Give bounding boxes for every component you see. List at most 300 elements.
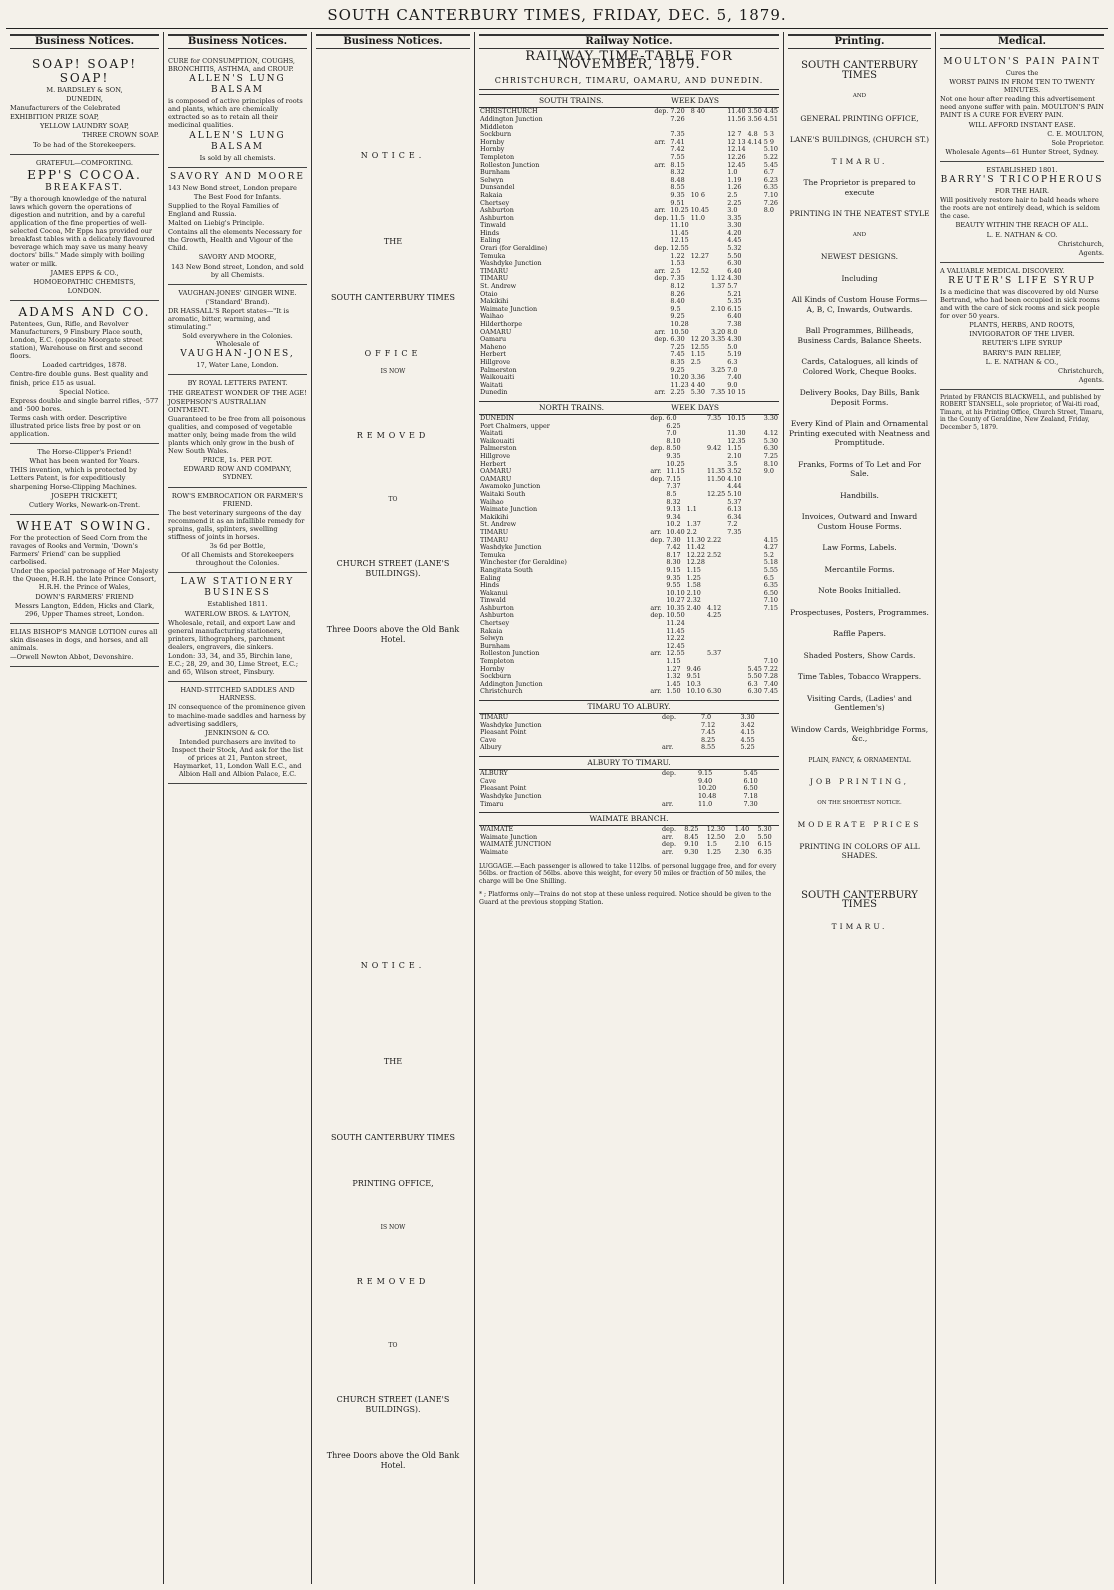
time-cell: [686, 620, 706, 628]
time-cell: 12 13: [727, 137, 746, 146]
time-cell: [747, 146, 763, 154]
time-cell: 3.20: [711, 327, 726, 336]
time-cell: 5 9: [763, 137, 774, 146]
ad-price: PRICE, 1s. PER POT.: [202, 456, 273, 465]
ad-price: 3s 6d per Bottle,: [209, 542, 266, 551]
time-cell: dep.: [650, 444, 665, 453]
station-name: Burnham: [480, 168, 510, 177]
timetable-row: [479, 612, 779, 620]
time-cell: [706, 430, 726, 438]
time-cell: [726, 597, 746, 605]
time-cell: 7.45: [700, 728, 716, 737]
ad-address: 143 New Bond street, London, and sold by all Chemists.: [171, 262, 304, 279]
time-cell: 10.3: [686, 679, 701, 688]
time-cell: 3.35: [727, 213, 742, 222]
time-cell: 3.35: [711, 335, 726, 344]
time-cell: 6.35: [763, 581, 778, 590]
ad-body: Will positively restore hair to bald heads where the roots are not entirely dead, which is seldom the case.: [940, 196, 1100, 221]
time-cell: [726, 567, 746, 575]
printing-short: ON THE SHORTEST NOTICE.: [817, 799, 902, 806]
time-cell: [726, 673, 746, 681]
business-notices-column-2: [164, 34, 311, 1584]
time-cell: [763, 351, 779, 359]
column-heading: Business Notices.: [168, 34, 307, 49]
time-cell: 12.55: [670, 244, 689, 253]
time-cell: 7.0: [700, 713, 712, 722]
timetable-row: [479, 849, 779, 857]
time-cell: [747, 499, 763, 507]
time-cell: [726, 620, 746, 628]
ad-body: DR HASSALL'S Report states—"It is aromatic, bitter, warming, and stimulating.": [168, 306, 290, 332]
timetable-row: [479, 841, 779, 849]
time-cell: 5.45: [747, 664, 762, 673]
time-cell: 10.25: [670, 206, 689, 215]
time-cell: 4.30: [727, 335, 742, 344]
time-cell: [649, 590, 665, 598]
time-cell: 4 40: [690, 380, 705, 389]
notice-office: OFFICE: [364, 349, 422, 358]
time-cell: [747, 559, 763, 567]
timetable-row: [479, 567, 779, 575]
time-cell: 1.15: [666, 657, 681, 666]
time-cell: [710, 374, 726, 382]
time-cell: arr.: [662, 848, 674, 856]
time-cell: 7.45: [670, 350, 685, 359]
time-cell: 5.30: [757, 825, 772, 834]
station-name: Rolleston Junction: [480, 160, 540, 169]
station-name: Ealing: [480, 573, 501, 582]
newspaper-name: SOUTH CANTERBURY TIMES: [331, 293, 455, 302]
station-name: Burnham: [480, 641, 510, 650]
time-cell: [690, 131, 710, 139]
time-cell: [653, 116, 669, 124]
station-name: Maheno: [480, 342, 507, 351]
time-cell: dep.: [654, 213, 669, 222]
time-cell: [690, 116, 710, 124]
time-cell: [653, 230, 669, 238]
station-name: St. Andrew: [480, 282, 517, 291]
time-cell: [747, 230, 763, 238]
ad-title: ADAMS AND CO.: [18, 304, 151, 319]
time-cell: 3.52: [727, 467, 742, 476]
time-cell: [763, 321, 779, 329]
time-cell: [706, 628, 726, 636]
time-cell: [710, 253, 726, 261]
time-cell: [706, 559, 726, 567]
time-cell: arr.: [654, 160, 666, 169]
time-cell: 6.40: [727, 266, 742, 275]
time-cell: [710, 139, 726, 147]
time-cell: [747, 154, 763, 162]
time-cell: 12.22: [666, 634, 685, 643]
time-cell: [747, 192, 763, 200]
time-cell: 1.37: [711, 282, 726, 291]
time-cell: [763, 237, 779, 245]
time-cell: [763, 222, 779, 230]
time-cell: [747, 521, 763, 529]
time-cell: 2.30: [734, 848, 750, 856]
time-cell: [747, 635, 763, 643]
time-cell: 11.30: [686, 535, 705, 544]
station-name: Awamoko Junction: [480, 482, 541, 491]
time-cell: 12.28: [686, 558, 705, 567]
time-cell: 9.35: [666, 452, 681, 460]
time-cell: [686, 438, 706, 446]
time-cell: dep.: [650, 611, 665, 620]
time-cell: [661, 778, 697, 786]
station-name: TIMARU: [480, 535, 509, 544]
station-name: Temuka: [480, 251, 506, 260]
time-cell: [686, 453, 706, 461]
time-cell: [686, 491, 706, 499]
ad-line: REUTER'S LIFE SYRUP: [981, 339, 1063, 348]
time-cell: [710, 222, 726, 230]
time-cell: 2.5: [670, 266, 681, 275]
time-cell: dep.: [654, 335, 669, 344]
station-name: ALBURY: [480, 769, 508, 778]
time-cell: [747, 628, 763, 636]
time-cell: 5.30: [763, 436, 778, 445]
notice-the: THE: [383, 237, 403, 246]
tricopherous-ad: [940, 162, 1104, 263]
savory-moore-ad: [168, 168, 307, 285]
time-cell: 7.45: [763, 687, 778, 696]
albury-table: [479, 714, 779, 752]
time-cell: 4.15: [763, 535, 778, 544]
time-cell: [726, 552, 746, 560]
time-cell: 4.45: [727, 236, 742, 245]
station-name: Waimate Junction: [480, 505, 538, 514]
station-name: Middleton: [480, 122, 514, 131]
time-cell: 4.51: [763, 114, 778, 123]
time-cell: 8.10: [666, 436, 681, 445]
time-cell: 10.10: [666, 588, 685, 597]
time-cell: [747, 612, 763, 620]
time-cell: 9.34: [666, 512, 681, 521]
time-cell: [710, 146, 726, 154]
time-cell: dep.: [662, 825, 676, 834]
time-cell: 1.12: [711, 274, 726, 283]
printing-item: Cards, Catalogues, all kinds of Colored Work, Cheque Books.: [801, 357, 918, 376]
time-cell: arr.: [654, 388, 666, 397]
time-cell: [747, 283, 763, 291]
south-trains-table: [479, 108, 779, 397]
time-cell: 12.50: [706, 832, 726, 841]
time-cell: arr.: [654, 266, 666, 275]
time-cell: [706, 658, 726, 666]
station-name: Port Chalmers, upper: [480, 421, 550, 430]
notice-is-now: IS NOW: [380, 368, 406, 375]
time-cell: [710, 344, 726, 352]
ad-signature: C. E. MOULTON,: [1047, 129, 1104, 138]
time-cell: [763, 306, 779, 314]
time-cell: 1.53: [670, 259, 685, 268]
time-cell: [726, 658, 746, 666]
time-cell: [706, 582, 726, 590]
time-cell: 12.15: [670, 236, 689, 245]
station-name: TIMARU: [480, 274, 509, 283]
ad-body: Guaranteed to be free from all poisonous qualities, and composed of vegetable matter only, being made from the wild plants which only grow in the bush of New South Wales.: [168, 414, 306, 456]
timetable-row: [479, 620, 779, 628]
time-cell: 12.22: [686, 550, 705, 559]
time-cell: [763, 628, 779, 636]
time-cell: [649, 544, 665, 552]
time-cell: 5.21: [727, 289, 742, 298]
time-cell: [710, 291, 726, 299]
time-cell: [653, 253, 669, 261]
time-cell: 3.50: [747, 107, 762, 116]
time-cell: [706, 499, 726, 507]
time-cell: 8.26: [670, 289, 685, 298]
time-cell: [747, 336, 763, 344]
time-cell: [747, 200, 763, 208]
time-cell: [690, 230, 710, 238]
ad-maker: M. BARDSLEY & SON,: [46, 86, 123, 94]
time-cell: [747, 184, 763, 192]
time-cell: 9.35: [670, 190, 685, 199]
time-cell: 1.25: [686, 573, 701, 582]
time-cell: 5.10: [727, 489, 742, 498]
time-cell: [747, 423, 763, 431]
time-cell: [710, 313, 726, 321]
station-name: Hillgrove: [480, 452, 511, 460]
time-cell: [763, 313, 779, 321]
notice-heading: NOTICE.: [360, 151, 426, 160]
timetable-row: [479, 635, 779, 643]
time-cell: [686, 468, 706, 476]
time-cell: [763, 367, 779, 375]
time-cell: [747, 329, 763, 337]
time-cell: 2.0: [734, 832, 746, 841]
time-cell: [747, 597, 763, 605]
time-cell: 1.22: [670, 251, 685, 260]
ad-body: THIS invention, which is protected by Letters Patent, is for expeditiously sharpening Horse-Clipping Machines.: [10, 466, 137, 491]
ad-title: ROW'S EMBROCATION OR FARMER'S FRIEND.: [171, 491, 304, 508]
mange-lotion-ad: [10, 624, 159, 667]
timetable-row: [479, 628, 779, 636]
time-cell: [653, 124, 669, 132]
time-cell: 2.10: [686, 588, 701, 597]
station-name: Winchester (for Geraldine): [480, 558, 567, 567]
ad-line: THREE CROWN SOAP.: [82, 131, 159, 140]
printing-and-2: AND: [852, 231, 867, 238]
time-cell: [690, 169, 710, 177]
time-cell: [747, 268, 763, 276]
ad-line: EXHIBITION PRIZE SOAP,: [10, 113, 99, 122]
station-name: Ashburton: [480, 603, 514, 612]
time-cell: [690, 139, 710, 147]
time-cell: [706, 666, 726, 674]
newspaper-name-2: SOUTH CANTERBURY TIMES: [331, 1133, 455, 1142]
station-name: Tinwald: [480, 596, 506, 605]
printing-item: Mercantile Forms.: [824, 564, 895, 574]
ad-body: Is a medicine that was discovered by old Nurse Bertrand, who had been occupied in sick rooms and with the care of sick rooms and sick people for over 50 years.: [940, 287, 1100, 321]
ad-title: BARRY'S TRICOPHEROUS: [940, 175, 1104, 186]
ad-line: The Best Food for Infants.: [193, 192, 282, 201]
time-cell: [706, 635, 726, 643]
time-cell: 5.32: [727, 244, 742, 253]
time-cell: 1.15: [690, 350, 705, 359]
time-cell: [706, 620, 726, 628]
station-name: Albury: [480, 743, 502, 752]
time-cell: 12.35: [727, 436, 746, 445]
notice-heading-2: NOTICE.: [360, 961, 426, 970]
time-cell: [690, 162, 710, 170]
time-cell: [726, 635, 746, 643]
printing-item: Invoices, Outward and Inward Custom House Forms.: [801, 512, 918, 531]
time-cell: 3.5: [727, 459, 738, 468]
station-name: Rakaia: [480, 626, 503, 635]
time-cell: [747, 253, 763, 261]
time-cell: 12.30: [706, 825, 726, 834]
time-cell: [747, 620, 763, 628]
time-cell: 3.42: [740, 720, 755, 729]
time-cell: 3.30: [740, 713, 755, 722]
ad-pretitle: GRATEFUL—COMFORTING.: [36, 158, 133, 167]
time-cell: 7.10: [763, 190, 778, 199]
time-cell: [690, 283, 710, 291]
station-name: Washdyke Junction: [480, 791, 542, 800]
ad-subtitle: FOR THE HAIR.: [994, 187, 1050, 196]
time-cell: 5.50: [757, 832, 772, 841]
timetable-row: [479, 605, 779, 613]
ad-title: The Horse-Clipper's Friend!: [37, 448, 132, 457]
time-cell: [763, 359, 779, 367]
time-cell: 4.44: [727, 482, 742, 491]
time-cell: [747, 351, 763, 359]
time-cell: [690, 237, 710, 245]
waimate-table: [479, 826, 779, 856]
time-cell: [649, 628, 665, 636]
time-cell: 7.2: [727, 520, 738, 529]
time-cell: 1.45: [666, 679, 681, 688]
time-cell: 3.30: [763, 414, 778, 423]
station-name: Sockburn: [480, 672, 512, 681]
time-cell: 4.10: [727, 474, 742, 483]
time-cell: 10.10: [686, 687, 705, 696]
time-cell: [649, 666, 665, 674]
time-cell: [726, 628, 746, 636]
timetable-row: [479, 793, 779, 801]
time-cell: 7.0: [727, 365, 738, 374]
timetable-row: [479, 688, 779, 696]
time-cell: [649, 635, 665, 643]
time-cell: 2.2: [686, 527, 697, 536]
time-cell: 10.25: [666, 459, 685, 468]
time-cell: [706, 567, 726, 575]
printing-moderate: MODERATE PRICES: [797, 820, 922, 829]
time-cell: 6.23: [763, 175, 778, 184]
ad-agents: Messrs Langton, Edden, Hicks and Clark, 296, Upper Thames street, London.: [14, 601, 155, 618]
ad-body: Wholesale, retail, and export Law and general manufacturing stationers, printers, lithographers, parchment dealers, engravers, die sinkers.: [168, 618, 296, 651]
time-cell: 7.22: [763, 664, 778, 673]
time-cell: [747, 374, 763, 382]
printing-item: Delivery Books, Day Bills, Bank Deposit Forms.: [799, 388, 920, 407]
time-cell: 1.19: [727, 175, 742, 184]
time-cell: [653, 177, 669, 185]
time-cell: [747, 306, 763, 314]
ad-sold: Is sold by all chemists.: [199, 153, 276, 162]
time-cell: [763, 374, 779, 382]
time-cell: 7.0: [666, 429, 677, 438]
ad-title: WHEAT SOWING.: [16, 518, 153, 533]
printing-designs: NEWEST DESIGNS.: [820, 252, 899, 261]
time-cell: 5.7: [727, 282, 738, 291]
ad-title: ALLEN'S LUNG BALSAM: [189, 130, 286, 152]
station-name: Hornby: [480, 664, 505, 673]
printing-item: Prospectuses, Posters, Programmes.: [790, 607, 929, 617]
time-cell: dep.: [662, 713, 676, 722]
time-cell: [747, 544, 763, 552]
timetable-row: [479, 389, 779, 397]
time-cell: 9.0: [727, 380, 738, 389]
ad-title: HAND-STITCHED SADDLES AND HARNESS.: [180, 686, 295, 703]
time-cell: [747, 245, 763, 253]
time-cell: arr.: [650, 687, 662, 696]
station-name: OAMARU: [480, 327, 512, 336]
time-cell: [726, 666, 746, 674]
time-cell: [690, 306, 710, 314]
station-name: Waitaki South: [480, 489, 526, 498]
station-name: Rakaia: [480, 190, 503, 199]
time-cell: 7.15: [666, 474, 681, 483]
time-cell: [763, 215, 779, 223]
time-cell: [710, 200, 726, 208]
ad-title: SAVORY AND MOORE: [169, 171, 305, 182]
luggage-note: LUGGAGE.—Each passenger is allowed to take 112lbs. of personal luggage free, and for every 56lbs. or fraction of 56lbs. above this weight, for every 50 miles or fraction of 50 miles, the charge will be One Shilling.: [479, 862, 777, 885]
time-cell: 6.10: [743, 776, 758, 785]
time-cell: [763, 506, 779, 514]
time-cell: 1.27: [666, 664, 681, 673]
printing-items: [788, 295, 931, 744]
time-cell: 7.35: [727, 527, 742, 536]
time-cell: [653, 192, 669, 200]
time-cell: 11.40: [727, 107, 746, 116]
time-cell: 10.28: [670, 320, 689, 328]
station-name: Dunedin: [480, 388, 508, 397]
time-cell: [726, 575, 746, 583]
time-cell: 5.18: [763, 558, 778, 567]
time-cell: 9.40: [697, 776, 713, 785]
time-cell: arr.: [662, 832, 674, 841]
time-cell: [747, 552, 763, 560]
ad-footer: To be had of the Storekeepers.: [33, 140, 136, 149]
time-cell: [763, 275, 779, 283]
time-cell: 12.27: [690, 251, 709, 260]
notice-is-now-2: IS NOW: [380, 1224, 406, 1231]
time-cell: 8.0: [727, 327, 738, 336]
station-name: Waihao: [480, 497, 504, 506]
station-name: Tinwald: [480, 221, 506, 230]
time-cell: [747, 298, 763, 306]
time-cell: [649, 620, 665, 628]
time-cell: [706, 423, 726, 431]
time-cell: 8.5: [666, 489, 677, 498]
albury-timaru-table: [479, 770, 779, 808]
law-stationery-ad: [168, 573, 307, 682]
time-cell: 4.27: [763, 543, 778, 552]
ad-body: For the protection of Seed Corn from the ravages of Rooks and Vermin, 'Down's Farmers' Friend' can be supplied carbolised.: [10, 533, 148, 567]
time-cell: 7.18: [743, 791, 758, 800]
ad-line: Cures the: [1005, 69, 1039, 77]
time-cell: 5.37: [727, 497, 742, 506]
time-cell: 7.10: [763, 596, 778, 605]
station-name: St. Andrew: [480, 520, 517, 529]
time-cell: 10 6: [690, 190, 705, 199]
weekdays-label: WEEK DAYS: [671, 402, 719, 412]
ad-line: BEAUTY WITHIN THE REACH OF ALL.: [955, 221, 1089, 230]
time-cell: 9.0: [763, 467, 774, 476]
